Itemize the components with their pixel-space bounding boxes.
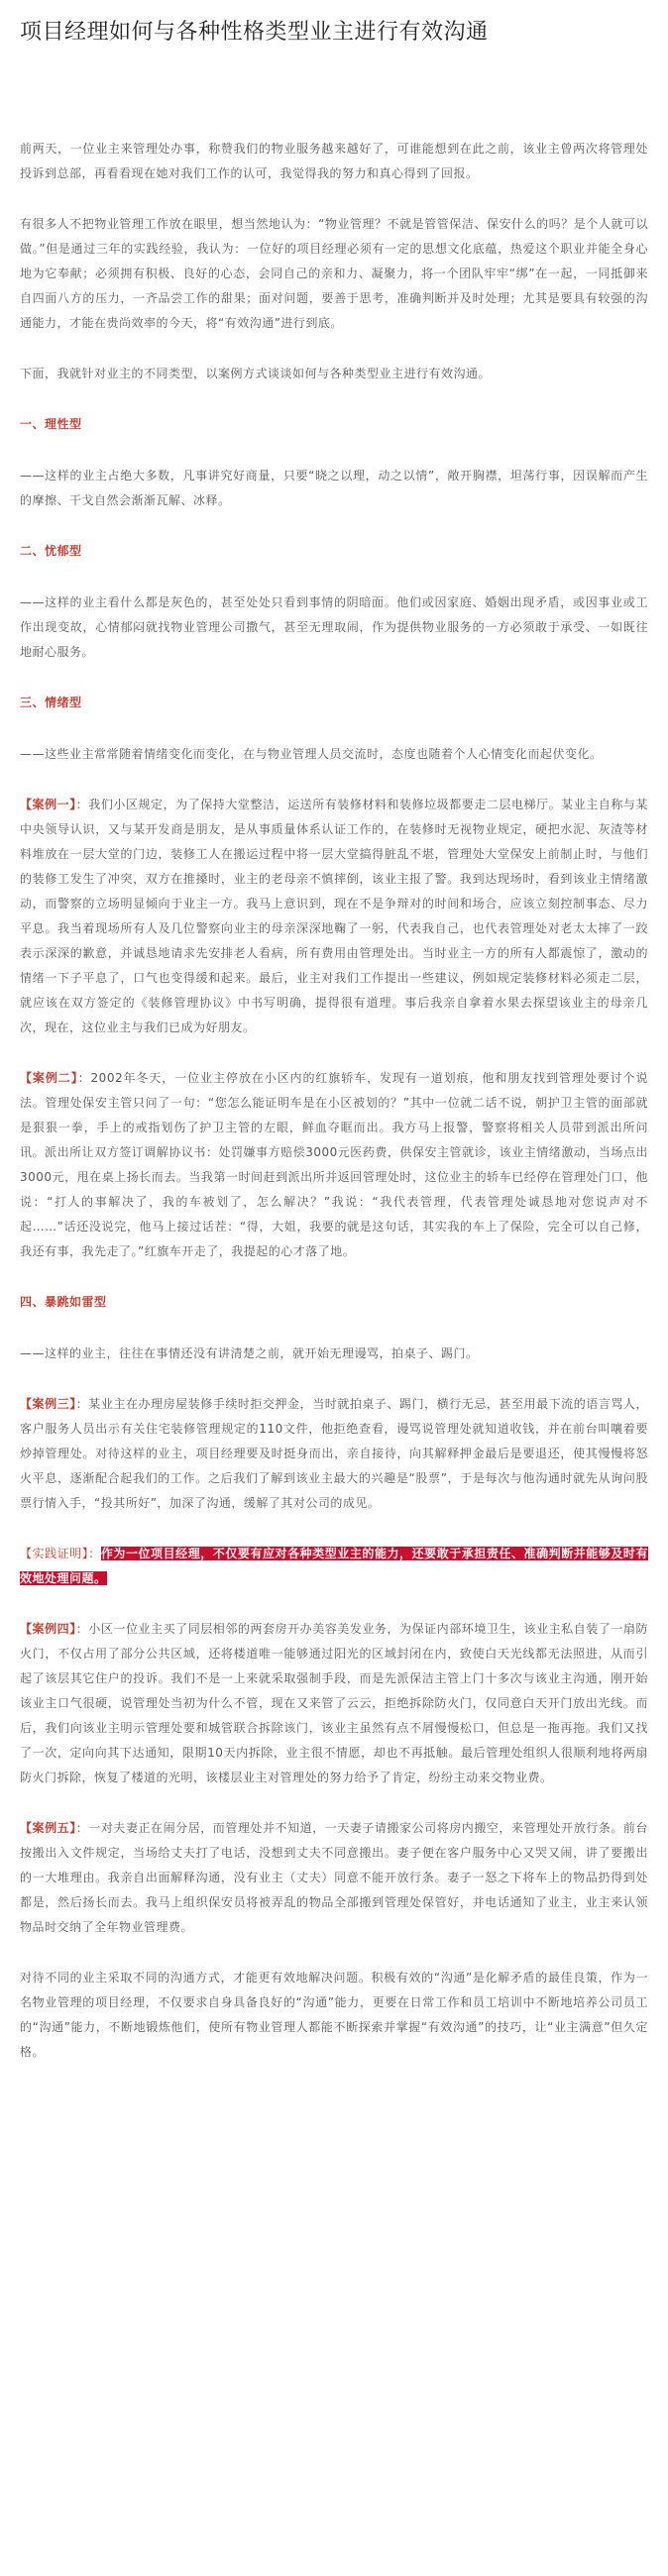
case-2-text: ：2002年冬天，一位业主停放在小区内的红旗轿车，发现有一道划痕，他和朋友找到管理处要讨个说法。管理处保安主管只问了一句：“您怎么能证明车是在小区被划的？”其中一位就二话不说，朝护卫主管的面部就是狠狠一拳，手上的戒指划伤了护卫主管的左眼，鲜血夺眶而出。我方马上报警，警察将相关人员带到派出所问讯。派出所让双方签订调解协议书：处罚嫌事方赔偿3000元医药费，供保安主管就诊，该业主情绪激动，当场点出3000元，甩在桌上扬长而去。当我第一时间赶到派出所并返回管理处时，这位业主的轿车已经停在管理处门口，他说：“打人的事解决了，我的车被划了，怎么解决？”我说：“我代表管理，代表管理处诚恳地对您说声对不起……”话还没说完，他马上接过话茬：“得，大姐，我要的就是这句话，其实我的车上了保险，完全可以自己修，我还有事，我先走了。”红旗车开走了，我提起的心才落了地。: [20, 1071, 648, 1258]
case-3-text: ：某业主在办理房屋装修手续时拒交押金，当时就拍桌子、踢门，横行无忌，甚至用最下流的语言骂人，客户服务人员出示有关住宅装修管理规定的110文件，他拒绝查看，谩骂说管理处就知道收钱，并在前台叫嚷着要炒掉管理处。对待这样的业主，项目经理要及时挺身而出，亲自接待，向其解释押金最后是要退还，使其慢慢将怒火平息，逐渐配合起我们的工作。之后我们了解到该业主最大的兴趣是“股票”，于是每次与他沟通时就先从询问股票行情入手，“投其所好”，加深了沟通，缓解了其对公司的成见。: [20, 1397, 648, 1510]
section-body-melancholy: ——这样的业主看什么都是灰色的，甚至处处只看到事情的阴暗面。他们或因家庭、婚姻出现矛盾，或因事业或工作出现变故，心情郁闷就找物业管理公司撒气，甚至无理取闹，作为提供物业服务的一方必须敢于承受、一如既往地耐心服务。: [20, 595, 648, 659]
case-3-paragraph: [20, 1392, 648, 1516]
intro-paragraph-2: 有很多人不把物业管理工作放在眼里，想当然地认为：“物业管理？不就是管管保洁、保安什么的吗？是个人就可以做。”但是通过三年的实践经验，我认为：一位好的项目经理必须有一定的思想文化底蕴，热爱这个职业并能全身心地为它奉献；必须拥有积极、良好的心态，会同自己的亲和力、凝聚力，将一个团队牢牢“绑”在一起，一同抵御来自四面八方的压力，一齐品尝工作的甜果；面对问题，要善于思考，准确判断并及时处理；尤其是要具有较强的沟通能力，才能在贵尚效率的今天，将“有效沟通”进行到底。: [20, 217, 648, 330]
case-4-text: ：小区一位业主买了同层相邻的两套房开办美容美发业务，为保证内部环境卫生，该业主私自装了一扇防火门，不仅占用了部分公共区域，还将楼道唯一能够通过阳光的区域封闭在内，致使白天光线都无法照进，从而引起了该层其它住户的投诉。我们不是一上来就采取强制手段，而是先派保洁主管上门十多次与该业主沟通，刚开始该业主口气很硬，说管理处当初为什么不管，现在又来管了云云，拒绝拆除防火门，仅同意白天开门放出光线。而后，我们向该业主明示管理处要和城管联合拆除该门，该业主虽然有点不屑慢慢松口，但总是一拖再拖。我们又找了一次，定向向其下达通知，限期10天内拆除，业主很不情愿，却也不再抵触。最后管理处组织人很顺利地将两扇防火门拆除，恢复了楼道的光明，该楼层业主对管理处的努力给予了肯定，纷纷主动来交物业费。: [20, 1622, 648, 1784]
intro-paragraph-1: 前两天，一位业主来管理处办事，称赞我们的物业服务越来越好了，可谁能想到在此之前，该业主曾两次将管理处投诉到总部，再看看现在她对我们工作的认可，我觉得我的努力和真心得到了回报。: [20, 142, 648, 180]
case-1-label: 【案例一】: [20, 798, 76, 811]
case-3-label: 【案例三】: [20, 1397, 76, 1411]
case-1-paragraph: [20, 793, 648, 1040]
article-content: [0, 48, 668, 2065]
case-2-label: 【案例二】: [20, 1071, 78, 1085]
article-title: 项目经理如何与各种性格类型业主进行有效沟通: [20, 20, 489, 45]
proof-paragraph: [20, 1542, 648, 1591]
case-1-text: ：我们小区规定，为了保持大堂整洁，运送所有装修材料和装修垃圾都要走二层电梯厅。某业主自称与某中央领导认识，又与某开发商是朋友，是从事质量体系认证工作的，在装修时无视物业规定，硬把水泥、灰渣等材料堆放在一层大堂的门边，装修工人在搬运过程中将一层大堂搞得脏乱不堪，管理处大堂保安上前制止时，与他们的装修工发生了冲突，双方在推搡时，业主的老母亲不慎摔倒，该业主报了警。我到达现场时，看到该业主情绪激动，而警察的立场明显倾向于业主一方。我马上意识到，现在不是争辩对的时间和场合，应该立刻控制事态、尽力平息。我当着现场所有人及几位警察向业主的母亲深深地鞠了一躬，代表我自己，也代表管理处对老太太摔了一跤表示深深的歉意，并诚恳地请求先安排老人看病，所有费用由管理处出。当时业主一方的所有人都震惊了，激动的情绪一下子平息了，口气也变得缓和起来。最后，业主对我们工作提出一些建议，例如规定装修材料必须走二层，就应该在双方签定的《装修管理协议》中书写明确，提得很有道理。事后我亲自拿着水果去探望该业主的母亲几次，现在，这位业主与我们已成为好朋友。: [20, 798, 648, 1034]
section-heading-melancholy: 二、忧郁型: [20, 544, 82, 558]
case-5-text: ：一对夫妻正在闹分居，而管理处并不知道，一天妻子请搬家公司将房内搬空，来管理处开放行条。前台按搬出入文件规定，当场给丈夫打了电话，没想到丈夫不同意搬出。妻子便在客户服务中心又哭又闹，讲了要搬出的一大堆理由。我亲自出面解释沟通，没有业主（丈夫）同意不能开放行条。妻子一怒之下将车上的物品扔得到处都是，然后扬长而去。我马上组织保安员将被弄乱的物品全部搬到管理处保管好，并电话通知了业主，业主来认领物品时交纳了全年物业管理费。: [20, 1821, 648, 1934]
section-body-rational: ——这样的业主占绝大多数，凡事讲究好商量，只要“晓之以理，动之以情”，敞开胸襟，坦荡行事，因误解而产生的摩擦、干戈自然会渐渐瓦解、冰释。: [20, 469, 648, 507]
section-heading-emotional: 三、情绪型: [20, 696, 82, 709]
proof-highlight: 作为一位项目经理，不仅要有应对各种类型业主的能力，还要敢于承担责任、准确判断并能够及时有效地处理问题。: [20, 1547, 648, 1585]
case-5-label: 【案例五】: [20, 1821, 76, 1835]
closing-paragraph: 对待不同的业主采取不同的沟通方式，才能更有效地解决问题。积极有效的“沟通”是化解矛盾的最佳良策，作为一名物业管理的项目经理，不仅要求自身具备良好的“沟通”能力，更要在日常工作和员工培训中不断地培养公司员工的“沟通”能力，不断地锻炼他们，使所有物业管理人都能不断探索并掌握“有效沟通”的技巧，让“业主满意”但久定格。: [20, 1971, 648, 2059]
case-4-label: 【案例四】: [20, 1622, 76, 1636]
case-4-paragraph: [20, 1617, 648, 1790]
case-5-paragraph: [20, 1816, 648, 1940]
case-2-paragraph: [20, 1066, 648, 1264]
section-body-furious: ——这样的业主，往往在事情还没有讲清楚之前，就开始无理谩骂，拍桌子、踢门。: [20, 1346, 479, 1360]
intro-paragraph-3: 下面，我就针对业主的不同类型，以案例方式谈谈如何与各种类型业主进行有效沟通。: [20, 367, 492, 380]
proof-label: 【实践证明】：: [20, 1547, 101, 1560]
section-body-emotional: ——这些业主常常随着情绪变化而变化，在与物业管理人员交流时，态度也随着个人心情变化而起伏变化。: [20, 747, 603, 761]
section-heading-rational: 一、理性型: [20, 417, 82, 431]
section-heading-furious: 四、暴跳如雷型: [20, 1295, 107, 1309]
